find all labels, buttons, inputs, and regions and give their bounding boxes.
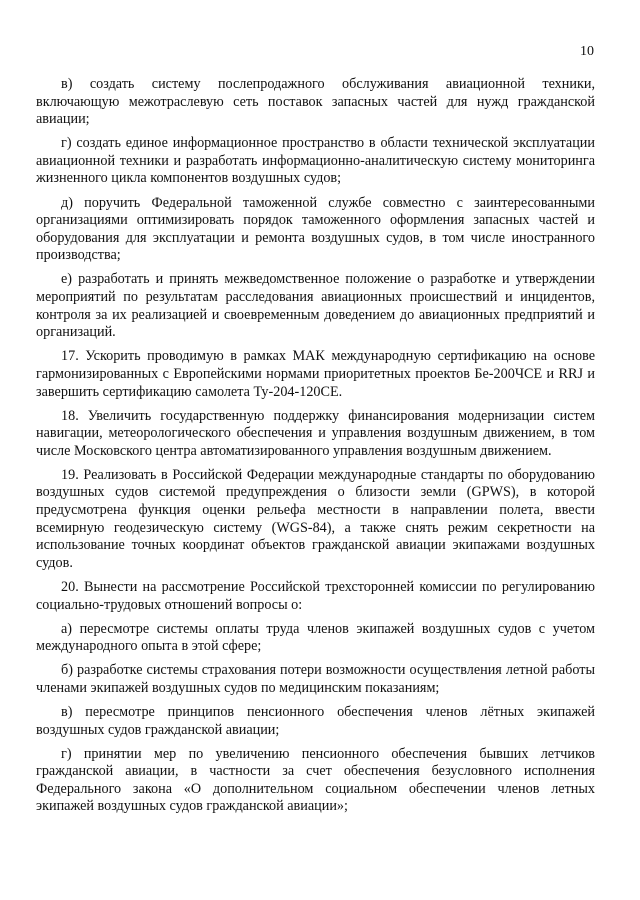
paragraph-20-tripartite-commission: 20. Вынести на рассмотрение Российской трехсторонней комиссии по регулированию социально-трудовых отношений вопросы о: [36, 578, 595, 613]
page-number: 10 [580, 44, 594, 59]
paragraph-b-insurance-system: б) разработке системы страхования потери возможности осуществления летной работы членами экипажей воздушных судов по медицинским показаниям; [36, 662, 595, 696]
paragraph-19-gpws-standards: 19. Реализовать в Российской Федерации международные стандарты по оборудованию воздушных судов системой предупреждения о близости земли (GPWS), в которой предусмотрена функция оценки рельефа местности в направлении полета, ввести всемирную геодезическую систему (WGS-84), а также снять режим секретности на использование точных координат объектов гражданской авиации экипажами воздушных судов. [36, 466, 595, 571]
paragraph-g-pension-measures: г) принятии мер по увеличению пенсионного обеспечения бывших летчиков гражданской авиации, в частности за счет обеспечения безусловного исполнения Федерального закона «О дополнительном социальном обеспечении членов летных экипажей воздушных судов гражданской авиации»; [36, 745, 595, 815]
paragraph-17-certification: 17. Ускорить проводимую в рамках МАК международную сертификацию на основе гармонизированных с Европейскими нормами приоритетных проектов Бе-200ЧСЕ и RRJ и завершить сертификацию самолета Ту-204-120СЕ. [36, 348, 595, 400]
paragraph-e-interagency-regulation: е) разработать и принять межведомственное положение о разработке и утверждении мероприятий по результатам расследования авиационных происшествий и инцидентов, контроля за их реализацией и своевременным доведением до авиационных предприятий и организаций. [36, 271, 595, 341]
paragraph-g-information-space: г) создать единое информационное пространство в области технической эксплуатации авиационной техники и разработать информационно-аналитическую систему мониторинга жизненного цикла компонентов воздушных судов; [36, 135, 595, 187]
paragraph-a-pay-system: а) пересмотре системы оплаты труда членов экипажей воздушных судов с учетом международного опыта в этой сфере; [36, 620, 595, 655]
document-body [36, 76, 595, 823]
paragraph-v-aftersales-service: в) создать систему послепродажного обслуживания авиационной техники, включающую межотраслевую сеть поставок запасных частей для нужд гражданской авиации; [36, 76, 595, 128]
paragraph-18-state-support: 18. Увеличить государственную поддержку финансирования модернизации систем навигации, метеорологического обеспечения и управления воздушным движением, в том числе Московского центра автоматизированного управления воздушным движением. [36, 407, 595, 459]
paragraph-d-customs-service: д) поручить Федеральной таможенной службе совместно с заинтересованными организациями оптимизировать порядок таможенного оформления запасных частей и оборудования для эксплуатации и ремонта воздушных судов, в том числе иностранного производства; [36, 194, 595, 264]
paragraph-v-pension-principles: в) пересмотре принципов пенсионного обеспечения членов лётных экипажей воздушных судов гражданской авиации; [36, 704, 595, 738]
